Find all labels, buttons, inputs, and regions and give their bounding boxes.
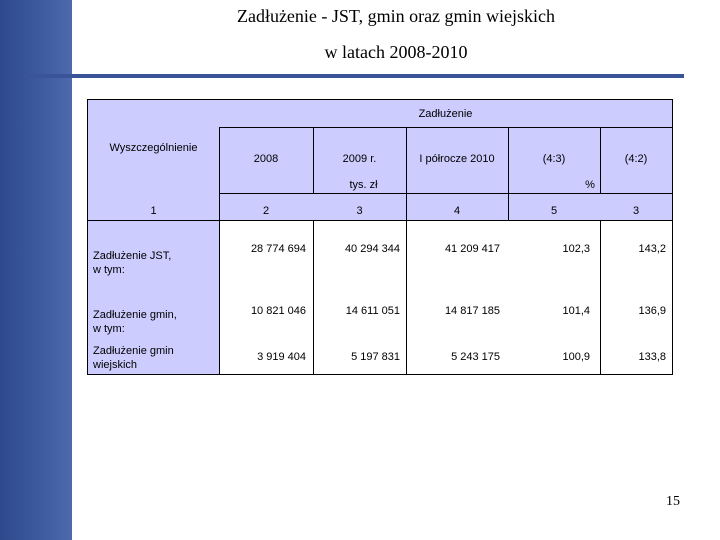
column-number: 3	[356, 205, 363, 217]
table-cell: 101,4	[562, 305, 590, 317]
table-cell: 3 919 404	[257, 351, 306, 363]
column-number: 3	[632, 205, 640, 217]
title-divider	[24, 74, 684, 78]
column-number: 2	[262, 205, 270, 217]
table-cell: 102,3	[562, 243, 590, 255]
row-label: Zadłużenie JST,	[93, 250, 172, 262]
table-cell: 5 243 175	[451, 351, 500, 363]
column-number: 4	[453, 205, 461, 217]
row-label: w tym:	[93, 323, 125, 335]
slide-title-line-2: w latach 2008-2010	[324, 42, 468, 62]
column-header: 2008	[253, 153, 279, 165]
table-cell: 133,8	[638, 351, 666, 363]
table-cell: 14 611 051	[345, 305, 400, 317]
grid-line	[219, 127, 672, 128]
grid-line	[219, 193, 672, 194]
row-label: wiejskich	[93, 359, 138, 371]
column-number: 5	[550, 205, 558, 217]
unit-label: tys. zł	[349, 179, 378, 191]
table-cell: 14 817 185	[444, 305, 500, 317]
table-cell: 100,9	[562, 351, 590, 363]
table-cell: 28 774 694	[250, 243, 306, 255]
column-number: 1	[150, 205, 157, 217]
grid-line	[88, 220, 672, 221]
table-cell: 5 197 831	[351, 351, 400, 363]
row-label: Zadłużenie gmin,	[93, 309, 177, 321]
slide-title-line-1: Zadłużenie - JST, gmin oraz gmin wiejskich	[236, 6, 556, 26]
column-header: (4:2)	[624, 153, 648, 165]
column-header: 2009 r.	[342, 153, 377, 165]
header-group-label: Zadłużenie	[418, 108, 473, 120]
table-cell: 136,9	[638, 305, 666, 317]
table-cell: 143,2	[638, 243, 666, 255]
row-label: Zadłużenie gmin	[93, 345, 174, 357]
sidebar-decoration	[0, 0, 72, 540]
column-header: (4:3)	[542, 153, 566, 165]
unit-label: %	[585, 179, 595, 191]
debt-table	[87, 99, 673, 375]
row-header-label: Wyszczególnienie	[109, 142, 198, 154]
table-cell: 40 294 344	[344, 243, 400, 255]
table-cell: 41 209 417	[444, 243, 500, 255]
page-number: 15	[666, 494, 680, 509]
row-label: w tym:	[93, 264, 125, 276]
table-cell: 10 821 046	[250, 305, 306, 317]
column-header: I półrocze 2010	[419, 153, 495, 165]
